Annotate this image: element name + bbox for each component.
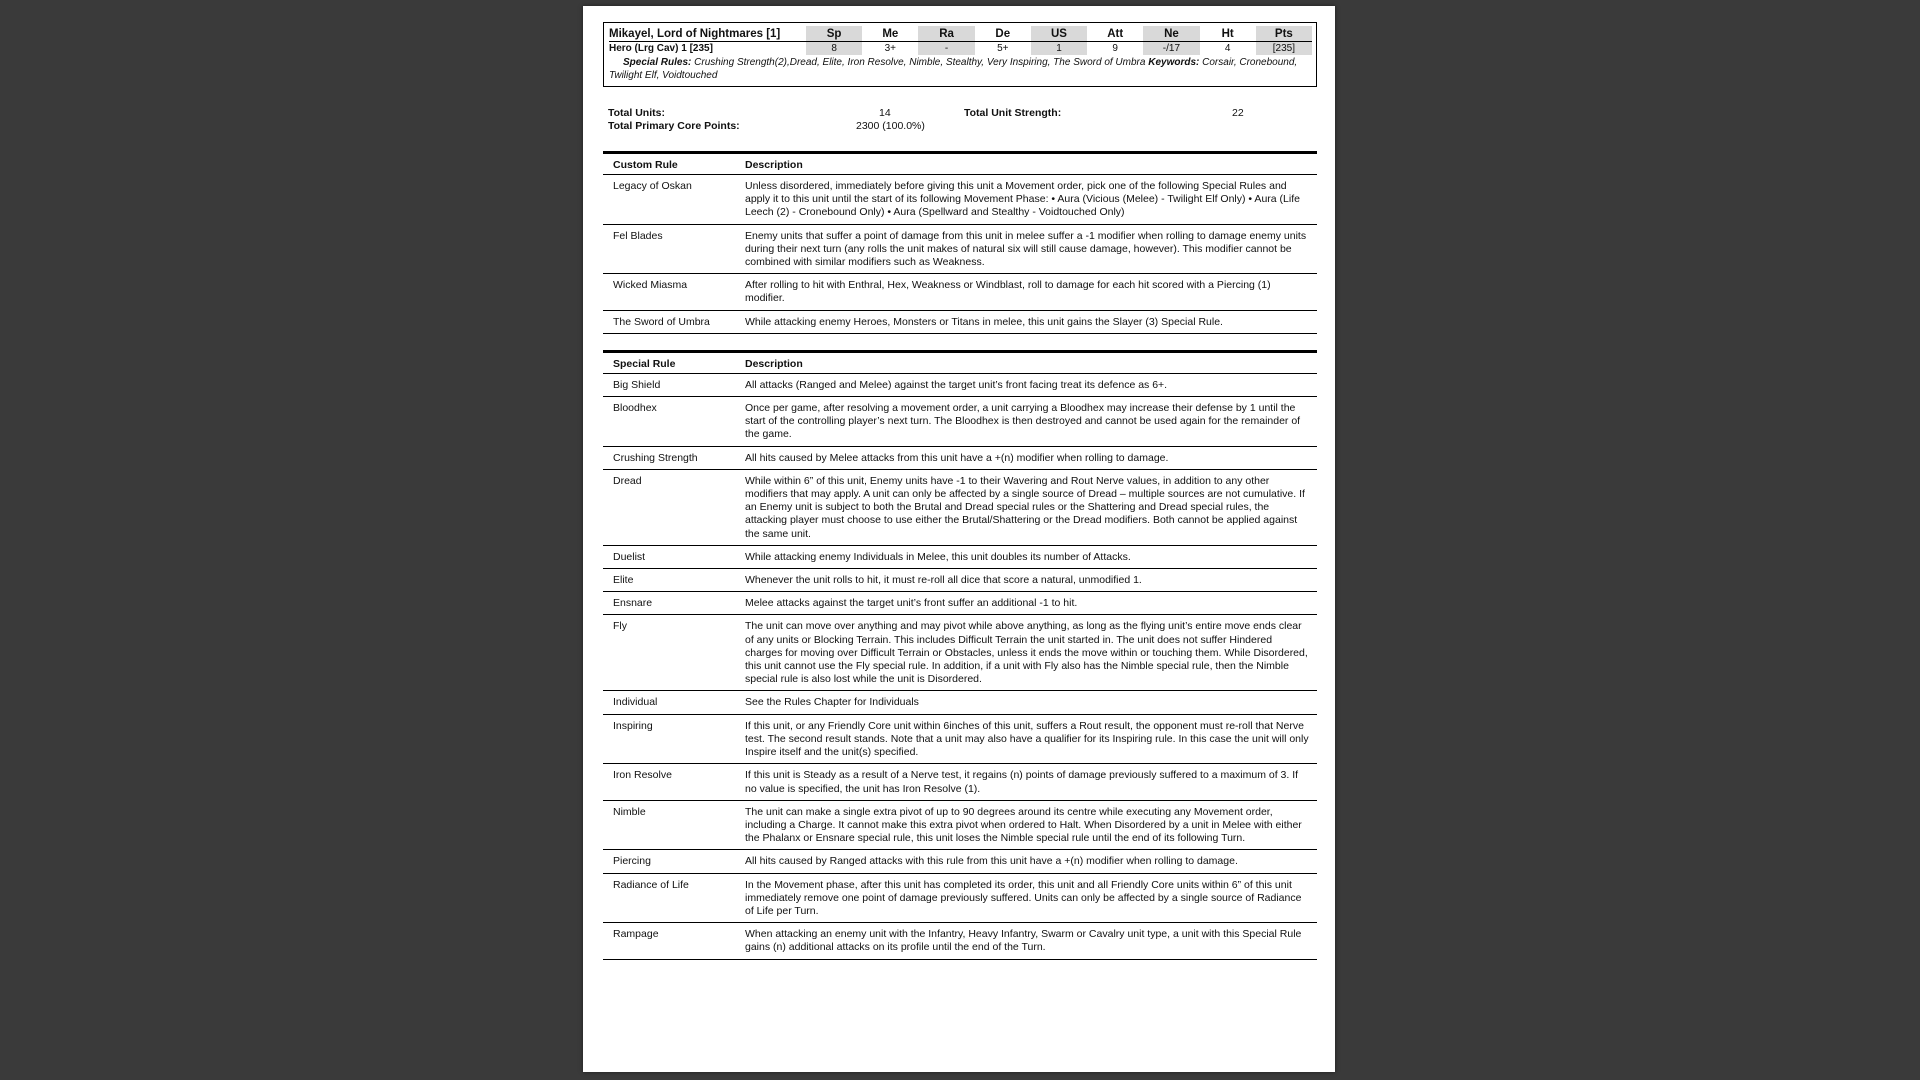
keywords-label: Keywords: (1148, 57, 1200, 68)
rule-name: Bloodhex (603, 397, 739, 447)
rule-description: Melee attacks against the target unit’s front suffer an additional -1 to hit. (739, 592, 1317, 615)
table-row (603, 592, 1317, 615)
custom-rule-header: Custom Rule (603, 153, 739, 175)
rule-description: Unless disordered, immediately before giving this unit a Movement order, pick one of the following Special Rules and apply it to this unit until the start of its following Movement Phase: • Aura (Vicious (Melee) - Twilight Elf Only) • Aura (Life Leech (2) - Cronebound Only) • Aura (Spellward and Stealthy - Voidtouched Only) (739, 175, 1317, 225)
total-units-value: 14 (879, 107, 891, 119)
unit-special-rules (609, 55, 1312, 82)
table-row (603, 446, 1317, 469)
stat-header-sp: Sp (806, 26, 862, 42)
table-row (603, 800, 1317, 850)
table-row (603, 873, 1317, 923)
keywords-text: Corsair, Cronebound, Twilight Elf, Voidtouched (609, 57, 1298, 81)
rule-description: All hits caused by Ranged attacks with this rule from this unit have a +(n) modifier when rolling to damage. (739, 850, 1317, 873)
unit-profile (603, 22, 1317, 87)
stat-de: 5+ (997, 43, 1009, 54)
rule-name: Wicked Miasma (603, 274, 739, 310)
rule-name: The Sword of Umbra (603, 310, 739, 333)
rule-description: See the Rules Chapter for Individuals (739, 691, 1317, 714)
stat-us: 1 (1031, 42, 1087, 56)
table-row (603, 764, 1317, 800)
stat-header-de: De (975, 26, 1031, 42)
rule-name: Inspiring (603, 714, 739, 764)
rule-name: Elite (603, 569, 739, 592)
rule-description: If this unit, or any Friendly Core unit within 6inches of this unit, suffers a Rout result, the opponent must re-roll that Nerve test. The second result stands. Note that a unit may also have a qualifier for its Inspiring rule. In this case the unit will only Inspire itself and the unit(s) specified. (739, 714, 1317, 764)
stat-header-ne: Ne (1143, 26, 1199, 42)
rule-description: In the Movement phase, after this unit has completed its order, this unit and all Friendly Core units within 6” of this unit immediately remove one point of damage previously suffered. Units can only be affected by a single source of Radiance of Life per Turn. (739, 873, 1317, 923)
special-rules-text: Crushing Strength(2),Dread, Elite, Iron Resolve, Nimble, Stealthy, Very Inspiring, The Sword of Umbra (694, 57, 1146, 68)
table-row (603, 569, 1317, 592)
rule-name: Nimble (603, 800, 739, 850)
rule-description: When attacking an enemy unit with the Infantry, Heavy Infantry, Swarm or Cavalry unit type, a unit with this Special Rule gains (n) additional attacks on its profile until the end of the Turn. (739, 923, 1317, 959)
rule-name: Crushing Strength (603, 446, 739, 469)
stat-me: 3+ (884, 43, 897, 54)
special-description-header: Description (739, 351, 1317, 373)
total-points-label: Total Primary Core Points: (608, 120, 740, 132)
total-points-value: 2300 (100.0%) (856, 120, 925, 132)
rule-description: The unit can move over anything and may pivot while above anything, as long as the flying unit’s entire move ends clear of any units or Blocking Terrain. This includes Difficult Terrain the unit started in. The unit does not suffer Hindered charges for moving over Difficult Terrain or Obstacles, unless it ends the move within or touching them. While Disordered, this unit cannot use the Fly special rule. In addition, if a unit with Fly also has the Nimble special rule, then the Nimble special rule is also lost while the unit is Disordered. (739, 615, 1317, 691)
table-row (603, 274, 1317, 310)
rule-name: Ensnare (603, 592, 739, 615)
rule-description: Whenever the unit rolls to hit, it must re-roll all dice that score a natural, unmodified 1. (739, 569, 1317, 592)
total-units-label: Total Units: (608, 107, 665, 119)
rule-name: Radiance of Life (603, 873, 739, 923)
special-rules-label: Special Rules: (623, 57, 692, 68)
table-row (603, 373, 1317, 396)
page-content (603, 22, 1317, 960)
rule-name: Big Shield (603, 373, 739, 396)
stat-header-us: US (1031, 26, 1087, 42)
stat-header-ra: Ra (918, 26, 974, 42)
rule-name: Individual (603, 691, 739, 714)
rule-description: The unit can make a single extra pivot of up to 90 degrees around its centre while executing any Movement order, including a Charge. It cannot make this extra pivot when ordered to Halt. When Disordered by a unit in Melee with either the Phalanx or Ensnare special rule, this unit loses the Nimble special rule until the end of its following Turn. (739, 800, 1317, 850)
table-row (603, 175, 1317, 225)
rule-name: Legacy of Oskan (603, 175, 739, 225)
rule-description: Once per game, after resolving a movement order, a unit carrying a Bloodhex may increase their defense by 1 until the start of the controlling player’s next turn. The Bloodhex is then destroyed and cannot be used again for the remainder of the game. (739, 397, 1317, 447)
table-row (603, 850, 1317, 873)
custom-description-header: Description (739, 153, 1317, 175)
stat-sp: 8 (806, 42, 862, 56)
table-row (603, 714, 1317, 764)
rule-description: All attacks (Ranged and Melee) against the target unit’s front facing treat its defence as 6+. (739, 373, 1317, 396)
rule-name: Duelist (603, 545, 739, 568)
rule-name: Fel Blades (603, 224, 739, 274)
table-row (603, 615, 1317, 691)
stat-pts: [235] (1256, 42, 1312, 56)
rule-description: While attacking enemy Heroes, Monsters or Titans in melee, this unit gains the Slayer (3) Special Rule. (739, 310, 1317, 333)
table-row (603, 310, 1317, 333)
rule-name: Iron Resolve (603, 764, 739, 800)
rule-description: After rolling to hit with Enthral, Hex, Weakness or Windblast, roll to damage for each hit scored with a Piercing (1) modifier. (739, 274, 1317, 310)
table-row (603, 545, 1317, 568)
table-row (603, 397, 1317, 447)
special-rule-header: Special Rule (603, 351, 739, 373)
rule-description: If this unit is Steady as a result of a Nerve test, it regains (n) points of damage previously suffered to a maximum of 3. If no value is specified, the unit has Iron Resolve (1). (739, 764, 1317, 800)
stat-header-ht: Ht (1200, 26, 1256, 42)
custom-rules-table (603, 151, 1317, 334)
stat-ne: -/17 (1143, 42, 1199, 56)
unit-type: Hero (Lrg Cav) 1 [235] (609, 43, 713, 54)
table-row (603, 923, 1317, 959)
rule-name: Dread (603, 469, 739, 545)
stat-header-pts: Pts (1256, 26, 1312, 42)
rule-description: All hits caused by Melee attacks from this unit have a +(n) modifier when rolling to damage. (739, 446, 1317, 469)
stat-header-att: Att (1087, 26, 1143, 42)
stat-att: 9 (1112, 43, 1118, 54)
rule-description: While within 6” of this unit, Enemy units have -1 to their Wavering and Rout Nerve values, in addition to any other modifiers that may apply. A unit can only be affected by a single source of Dread – multiple sources are not cumulative. If an Enemy unit is subject to both the Brutal and Dread special rules or the Shattering and Dread special rules, the attacking player must choose to use either the Brutal/Shattering or the Dread modifiers. Both cannot be applied against the same unit. (739, 469, 1317, 545)
table-row (603, 224, 1317, 274)
rule-description: Enemy units that suffer a point of damage from this unit in melee suffer a -1 modifier when rolling to damage enemy units during their next turn (any rolls the unit makes of natural six will still cause damage, however). This modifier cannot be combined with similar modifiers such as Weakness. (739, 224, 1317, 274)
stat-header-me: Me (862, 26, 918, 42)
stat-ht: 4 (1224, 43, 1231, 54)
army-totals (603, 107, 1317, 137)
total-strength-value: 22 (1232, 107, 1244, 119)
document-page (583, 6, 1335, 1072)
unit-stat-table (609, 26, 1312, 55)
total-strength-label: Total Unit Strength: (964, 107, 1062, 119)
unit-name: Mikayel, Lord of Nightmares [1] (609, 26, 806, 42)
table-row (603, 691, 1317, 714)
rule-name: Piercing (603, 850, 739, 873)
stat-ra: - (918, 42, 974, 56)
special-rules-table (603, 350, 1317, 960)
rule-name: Rampage (603, 923, 739, 959)
rule-name: Fly (603, 615, 739, 691)
rule-description: While attacking enemy Individuals in Melee, this unit doubles its number of Attacks. (739, 545, 1317, 568)
table-row (603, 469, 1317, 545)
